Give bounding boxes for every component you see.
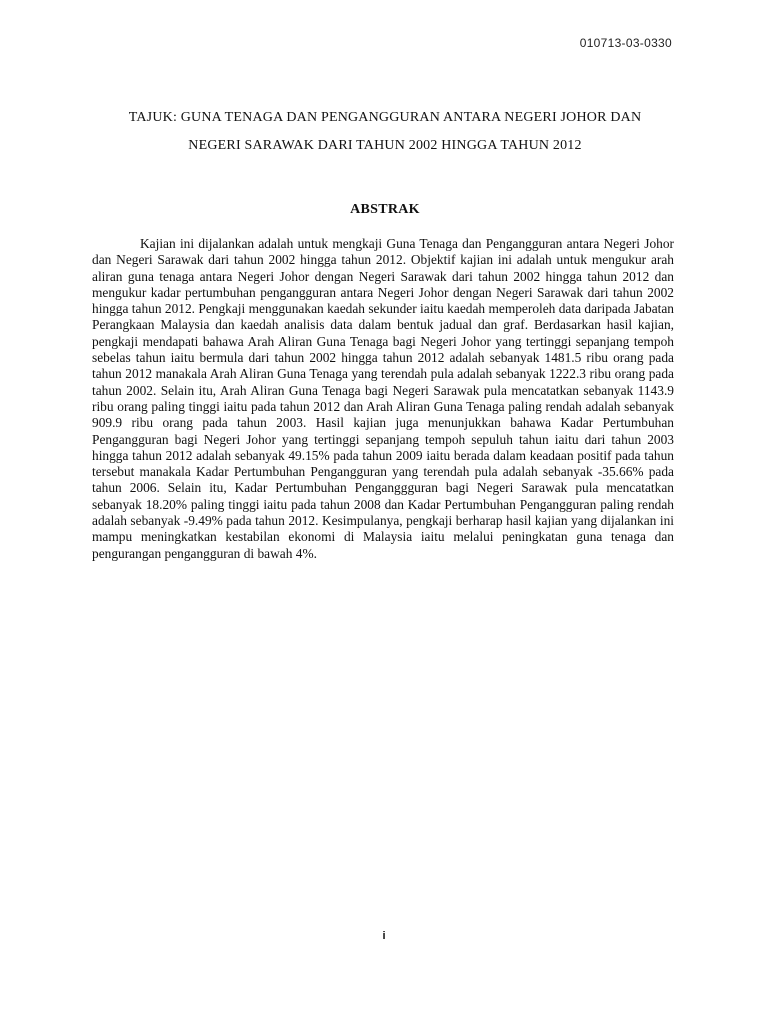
abstract-heading: ABSTRAK [350,202,420,217]
page-number: i [382,930,386,942]
title-line-2: NEGERI SARAWAK DARI TAHUN 2002 HINGGA TAHUN 2012 [188,138,582,153]
document-title [90,104,680,160]
title-line-1: TAJUK: GUNA TENAGA DAN PENGANGGURAN ANTARA NEGERI JOHOR DAN [128,110,642,125]
abstract-body: Kajian ini dijalankan adalah untuk mengkaji Guna Tenaga dan Pengangguran antara Negeri Johor dan Negeri Sarawak dari tahun 2002 hingga tahun 2012. Objektif kajian ini adalah untuk mengukur arah aliran guna tenaga antara Negeri Johor dengan Negeri Sarawak dari tahun 2002 hingga tahun 2012 dan mengukur kadar pertumbuhan pengangguran antara Negeri Johor dengan Negeri Sarawak dari tahun 2002 hingga tahun 2012. Pengkaji menggunakan kaedah sekunder iaitu kaedah memperoleh data daripada Jabatan Perangkaan Malaysia dan kaedah analisis data dalam bentuk jadual dan graf. Berdasarkan hasil kajian, pengkaji mendapati bahawa Arah Aliran Guna Tenaga bagi Negeri Johor yang tertinggi sepanjang tempoh sebelas tahun iaitu bermula dari tahun 2002 hingga tahun 2012 adalah sebanyak 1481.5 ribu orang pada tahun 2012 manakala Arah Aliran Guna Tenaga yang terendah pula adalah sebanyak 1222.3 ribu orang pada tahun 2002. Selain itu, Arah Aliran Guna Tenaga bagi Negeri Sarawak pula mencatatkan sebanyak 1143.9 ribu orang paling tinggi iaitu pada tahun 2012 dan Arah Aliran Guna Tenaga paling rendah adalah sebanyak 909.9 ribu orang pada tahun 2003. Hasil kajian juga menunjukkan bahawa Kadar Pertumbuhan Pengangguran bagi Negeri Johor yang tertinggi sepanjang tempoh sepuluh tahun iaitu dari tahun 2003 hingga tahun 2012 adalah sebanyak 49.15% pada tahun 2009 iaitu berada dalam keadaan positif pada tahun tersebut manakala Kadar Pertumbuhan Pengangguran yang terendah pula adalah sebanyak -35.66% pada tahun 2006. Selain itu, Kadar Pertumbuhan Penganggguran bagi Negeri Sarawak pula mencatatkan sebanyak 18.20% paling tinggi iaitu pada tahun 2008 dan Kadar Pertumbuhan Pengangguran paling rendah adalah sebanyak -9.49% pada tahun 2012. Kesimpulanya, pengkaji berharap hasil kajian yang dijalankan ini mampu meningkatkan kestabilan ekonomi di Malaysia iaitu melalui peningkatan guna tenaga dan pengurangan pengangguran di bawah 4%. [92,236,674,561]
document-id: 010713-03-0330 [579,36,672,50]
